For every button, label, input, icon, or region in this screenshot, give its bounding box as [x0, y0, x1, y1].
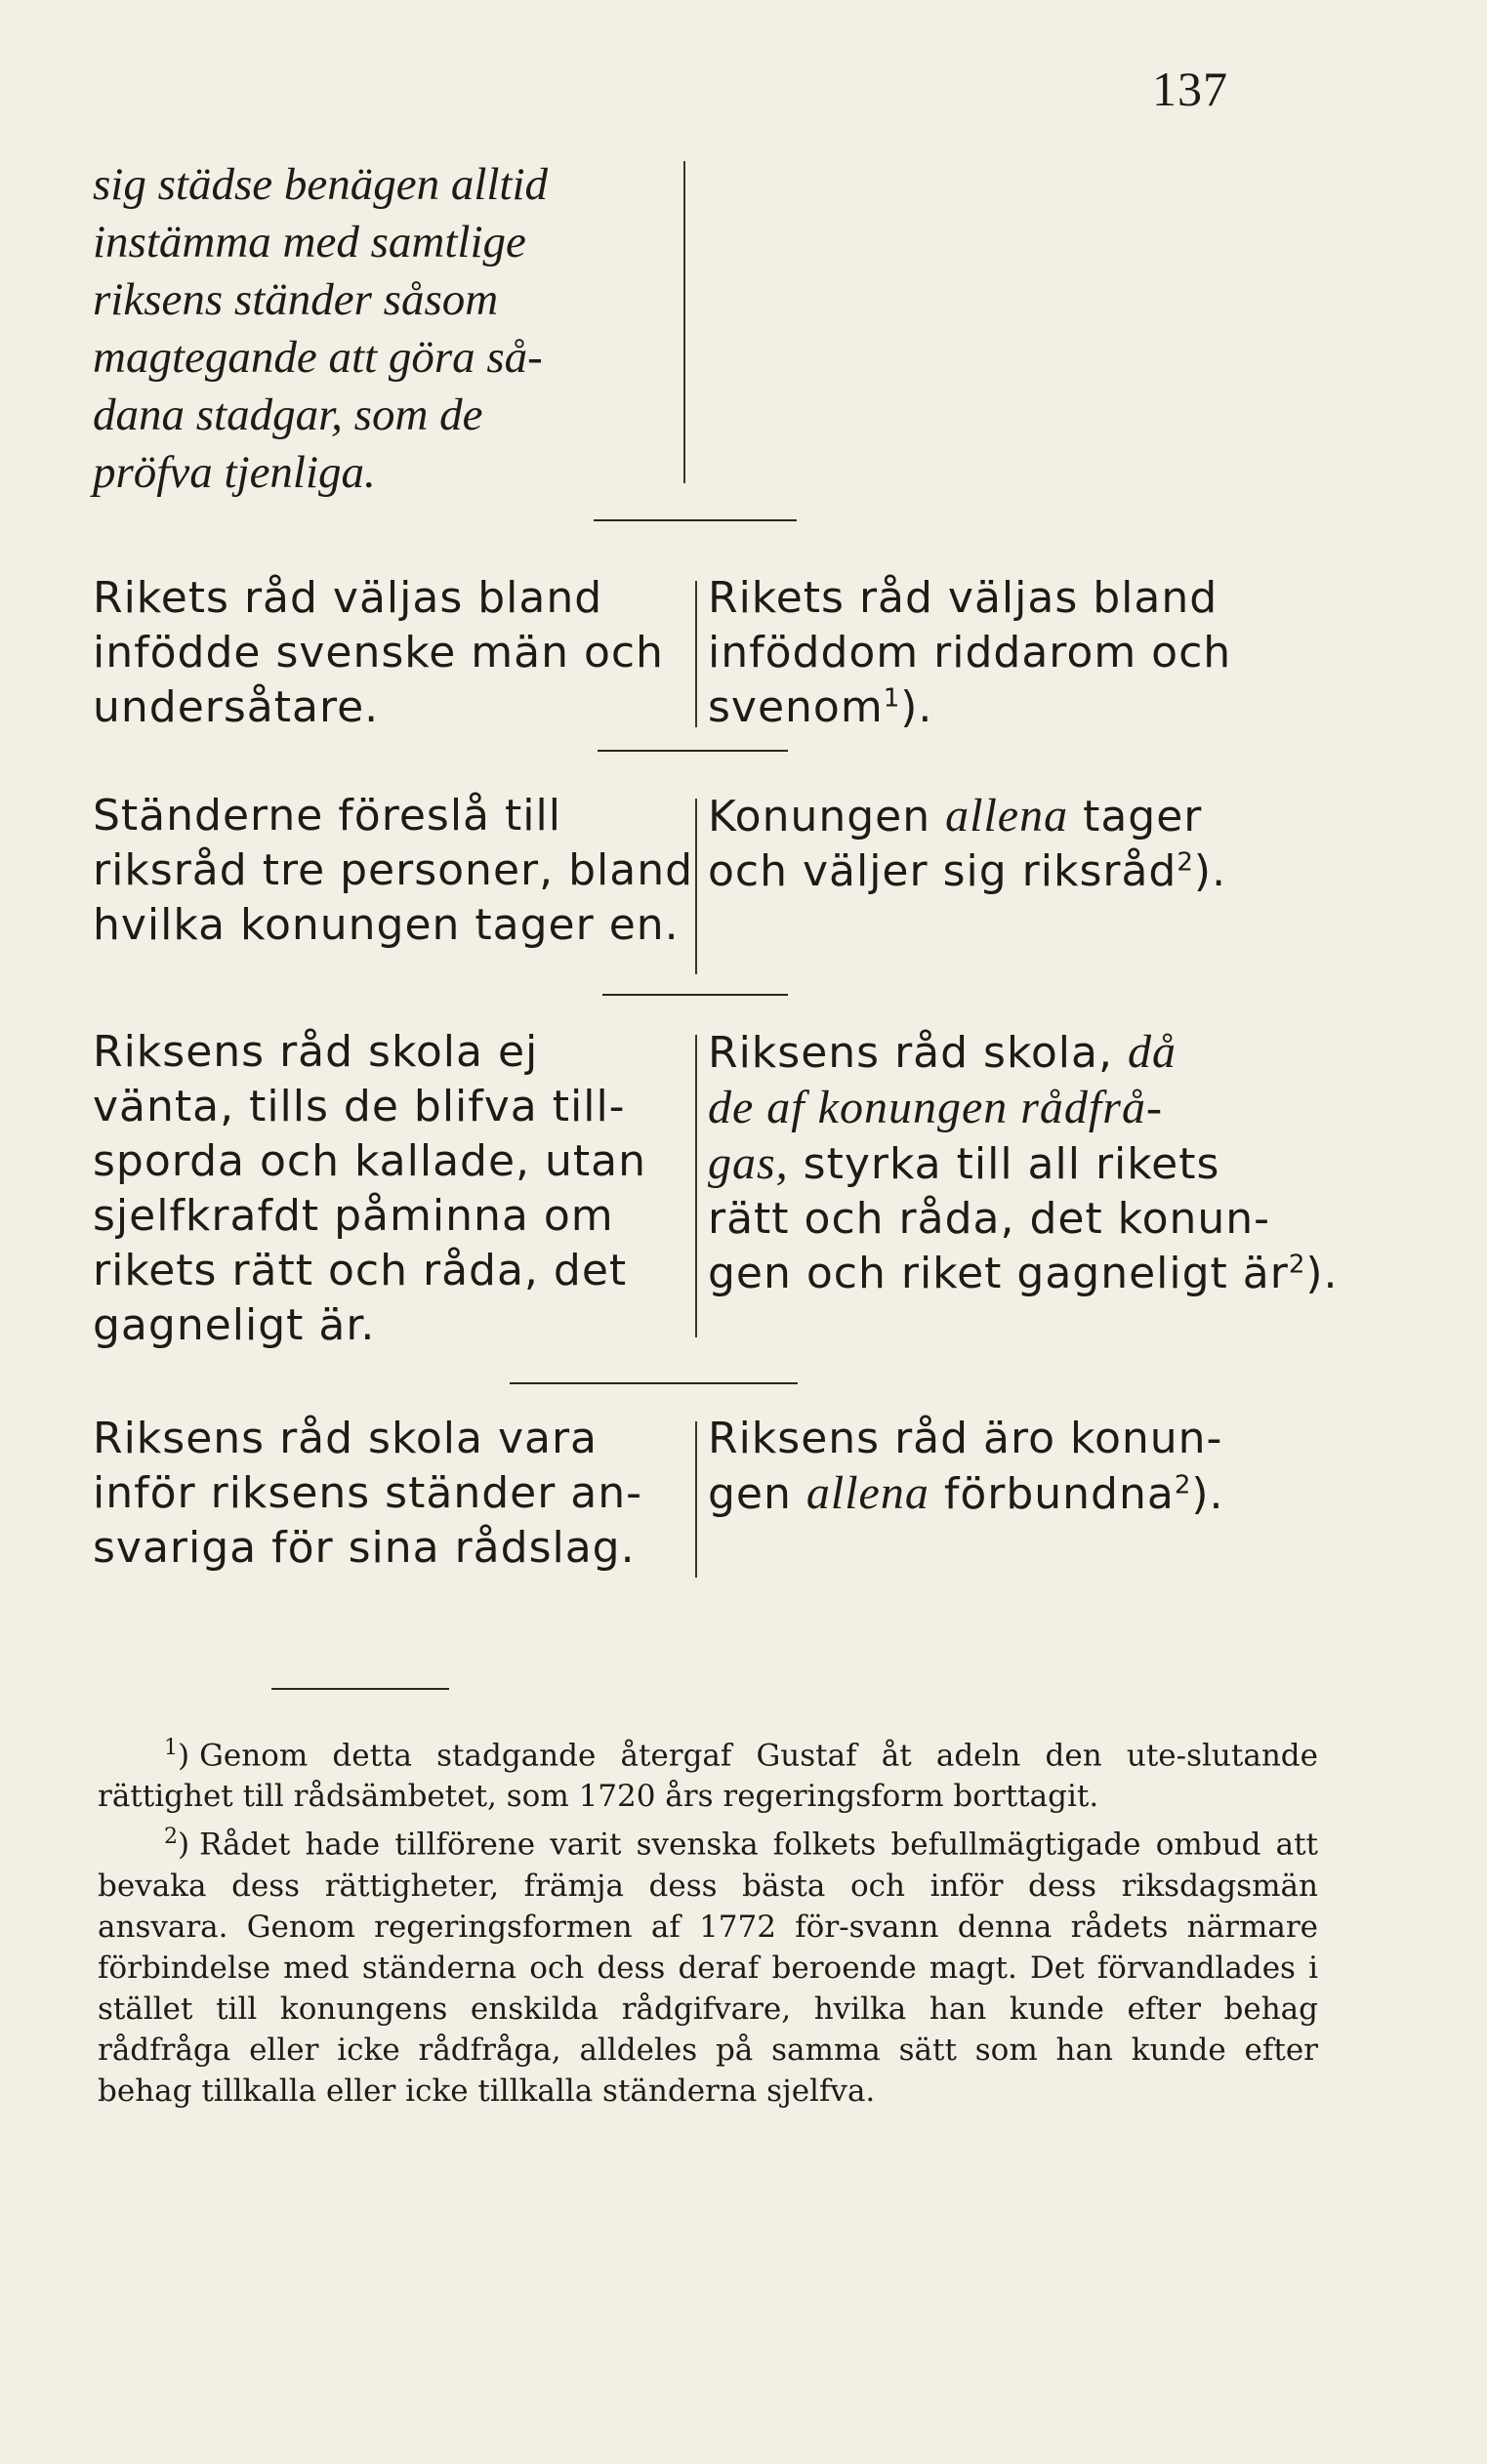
page-number: 137	[1152, 62, 1228, 116]
left-line: undersåtare.	[93, 682, 380, 732]
footnote-ref: 2	[1177, 847, 1194, 878]
left-line: sporda och kallade, utan	[93, 1136, 646, 1186]
left-line: Rikets råd väljas bland	[93, 573, 603, 623]
footnote	[98, 1728, 1318, 1817]
footnote-number: 1	[164, 1736, 178, 1760]
left-line: svariga för sina rådslag.	[93, 1523, 636, 1573]
right-line	[708, 844, 1299, 899]
intro-line: riksens ständer såsom	[93, 274, 499, 325]
footnote-ref: 2	[1174, 1470, 1192, 1500]
right-text: ).	[900, 682, 933, 732]
right-text: ).	[1193, 846, 1227, 896]
right-line: rätt och råda, det konun-	[708, 1194, 1271, 1244]
footnote-rule	[271, 1688, 449, 1690]
left-line: infödde svenske män och	[93, 628, 664, 678]
intro-line: sig städse benägen alltid	[93, 159, 549, 210]
section-divider	[510, 1382, 798, 1384]
left-line: Riksens råd skola ej	[93, 1027, 539, 1077]
emphasis-text: allena	[945, 790, 1069, 842]
section-3-left-column	[93, 1025, 679, 1353]
footnote-text: Genom detta stadgande återgaf Gustaf åt adeln den ute-slutande rättighet till rådsämbetet, som 1720 års regeringsform borttagit.	[98, 1738, 1318, 1815]
footnote-marker: $^2$)	[164, 1825, 190, 1863]
footnote	[98, 1817, 1318, 2111]
right-text: gen och riket gagneligt är	[708, 1249, 1289, 1298]
footnotes	[98, 1728, 1318, 2112]
right-line	[708, 1025, 1299, 1081]
left-line: gagneligt är.	[93, 1300, 376, 1350]
right-text: svenom	[708, 682, 884, 732]
footnote-text: Rådet hade tillförene varit svenska folkets befullmägtigade ombud att bevaka dess rättigheter, främja dess bästa och inför dess riksdagsmän ansvara. Genom regeringsformen af 1772 för-svann denna rådets närmare förbindelse med ständerna och dess deraf beroende magt. Det förvandlades i stället till konungens enskilda rådgifvare, hvilka han kunde efter behag rådfråga eller icke rådfråga, alldeles på samma sätt som han kunde efter behag tillkalla eller icke tillkalla ständerna sjelfva.	[98, 1827, 1318, 2109]
right-text: ).	[1305, 1249, 1339, 1298]
left-line: riksråd tre personer, bland	[93, 845, 694, 895]
right-line: Rikets råd väljas bland	[708, 573, 1219, 623]
section-1-left-column	[93, 571, 679, 735]
section-3-right-column	[708, 1025, 1339, 1301]
column-divider	[695, 581, 697, 727]
right-text: Konungen	[708, 792, 946, 842]
section-4-right-column	[708, 1412, 1299, 1522]
right-text: förbundna	[929, 1469, 1175, 1519]
section-2-left-column	[93, 789, 694, 953]
emphasis-text: gas,	[708, 1137, 789, 1189]
column-divider	[695, 1035, 697, 1337]
left-line: hvilka konungen tager en.	[93, 900, 680, 950]
left-line: vänta, tills de blifva till-	[93, 1082, 626, 1131]
right-text: ).	[1191, 1469, 1224, 1519]
column-divider	[695, 799, 697, 974]
footnote-marker: $^1$)	[164, 1736, 190, 1774]
left-line: inför riksens ständer an-	[93, 1468, 643, 1518]
intro-line: instämma med samtlige	[93, 217, 526, 267]
left-line: sjelfkrafdt påminna om	[93, 1191, 614, 1241]
left-line: Riksens råd skola vara	[93, 1414, 599, 1463]
right-text: Riksens råd skola,	[708, 1028, 1128, 1078]
emphasis-text: då	[1127, 1026, 1177, 1078]
right-line: inföddom riddarom och	[708, 628, 1232, 678]
right-text: och väljer sig riksråd	[708, 846, 1177, 896]
footnote-ref: 2	[1288, 1250, 1306, 1280]
section-divider	[594, 519, 797, 521]
footnote-ref: 1	[883, 683, 901, 714]
section-divider	[598, 750, 788, 752]
column-divider	[695, 1421, 697, 1578]
intro-vertical-rule	[683, 161, 685, 483]
right-line	[708, 1466, 1299, 1522]
section-4-left-column	[93, 1412, 679, 1576]
right-line	[708, 1247, 1339, 1301]
left-line: Ständerne föreslå till	[93, 791, 561, 841]
intro-line: magtegande att göra så-	[93, 332, 543, 383]
right-line	[708, 1081, 1299, 1136]
right-line	[708, 789, 1299, 844]
emphasis-text: allena	[805, 1467, 929, 1519]
intro-paragraph	[93, 156, 677, 502]
intro-line: dana stadgar, som de	[93, 390, 483, 440]
footnote-number: 2	[164, 1825, 178, 1850]
right-text: tager	[1068, 792, 1203, 842]
right-line: Riksens råd äro konun-	[708, 1414, 1223, 1463]
section-2-right-column	[708, 789, 1299, 899]
section-1-right-column	[708, 571, 1299, 735]
right-text: styrka till all rikets	[788, 1139, 1220, 1189]
section-divider	[602, 994, 788, 996]
right-line	[708, 680, 1299, 735]
right-text: gen	[708, 1469, 806, 1519]
intro-line: pröfva tjenliga.	[93, 447, 376, 498]
left-line: rikets rätt och råda, det	[93, 1246, 628, 1295]
right-line	[708, 1136, 1299, 1192]
emphasis-text: de af konungen rådfrå-	[708, 1082, 1163, 1133]
